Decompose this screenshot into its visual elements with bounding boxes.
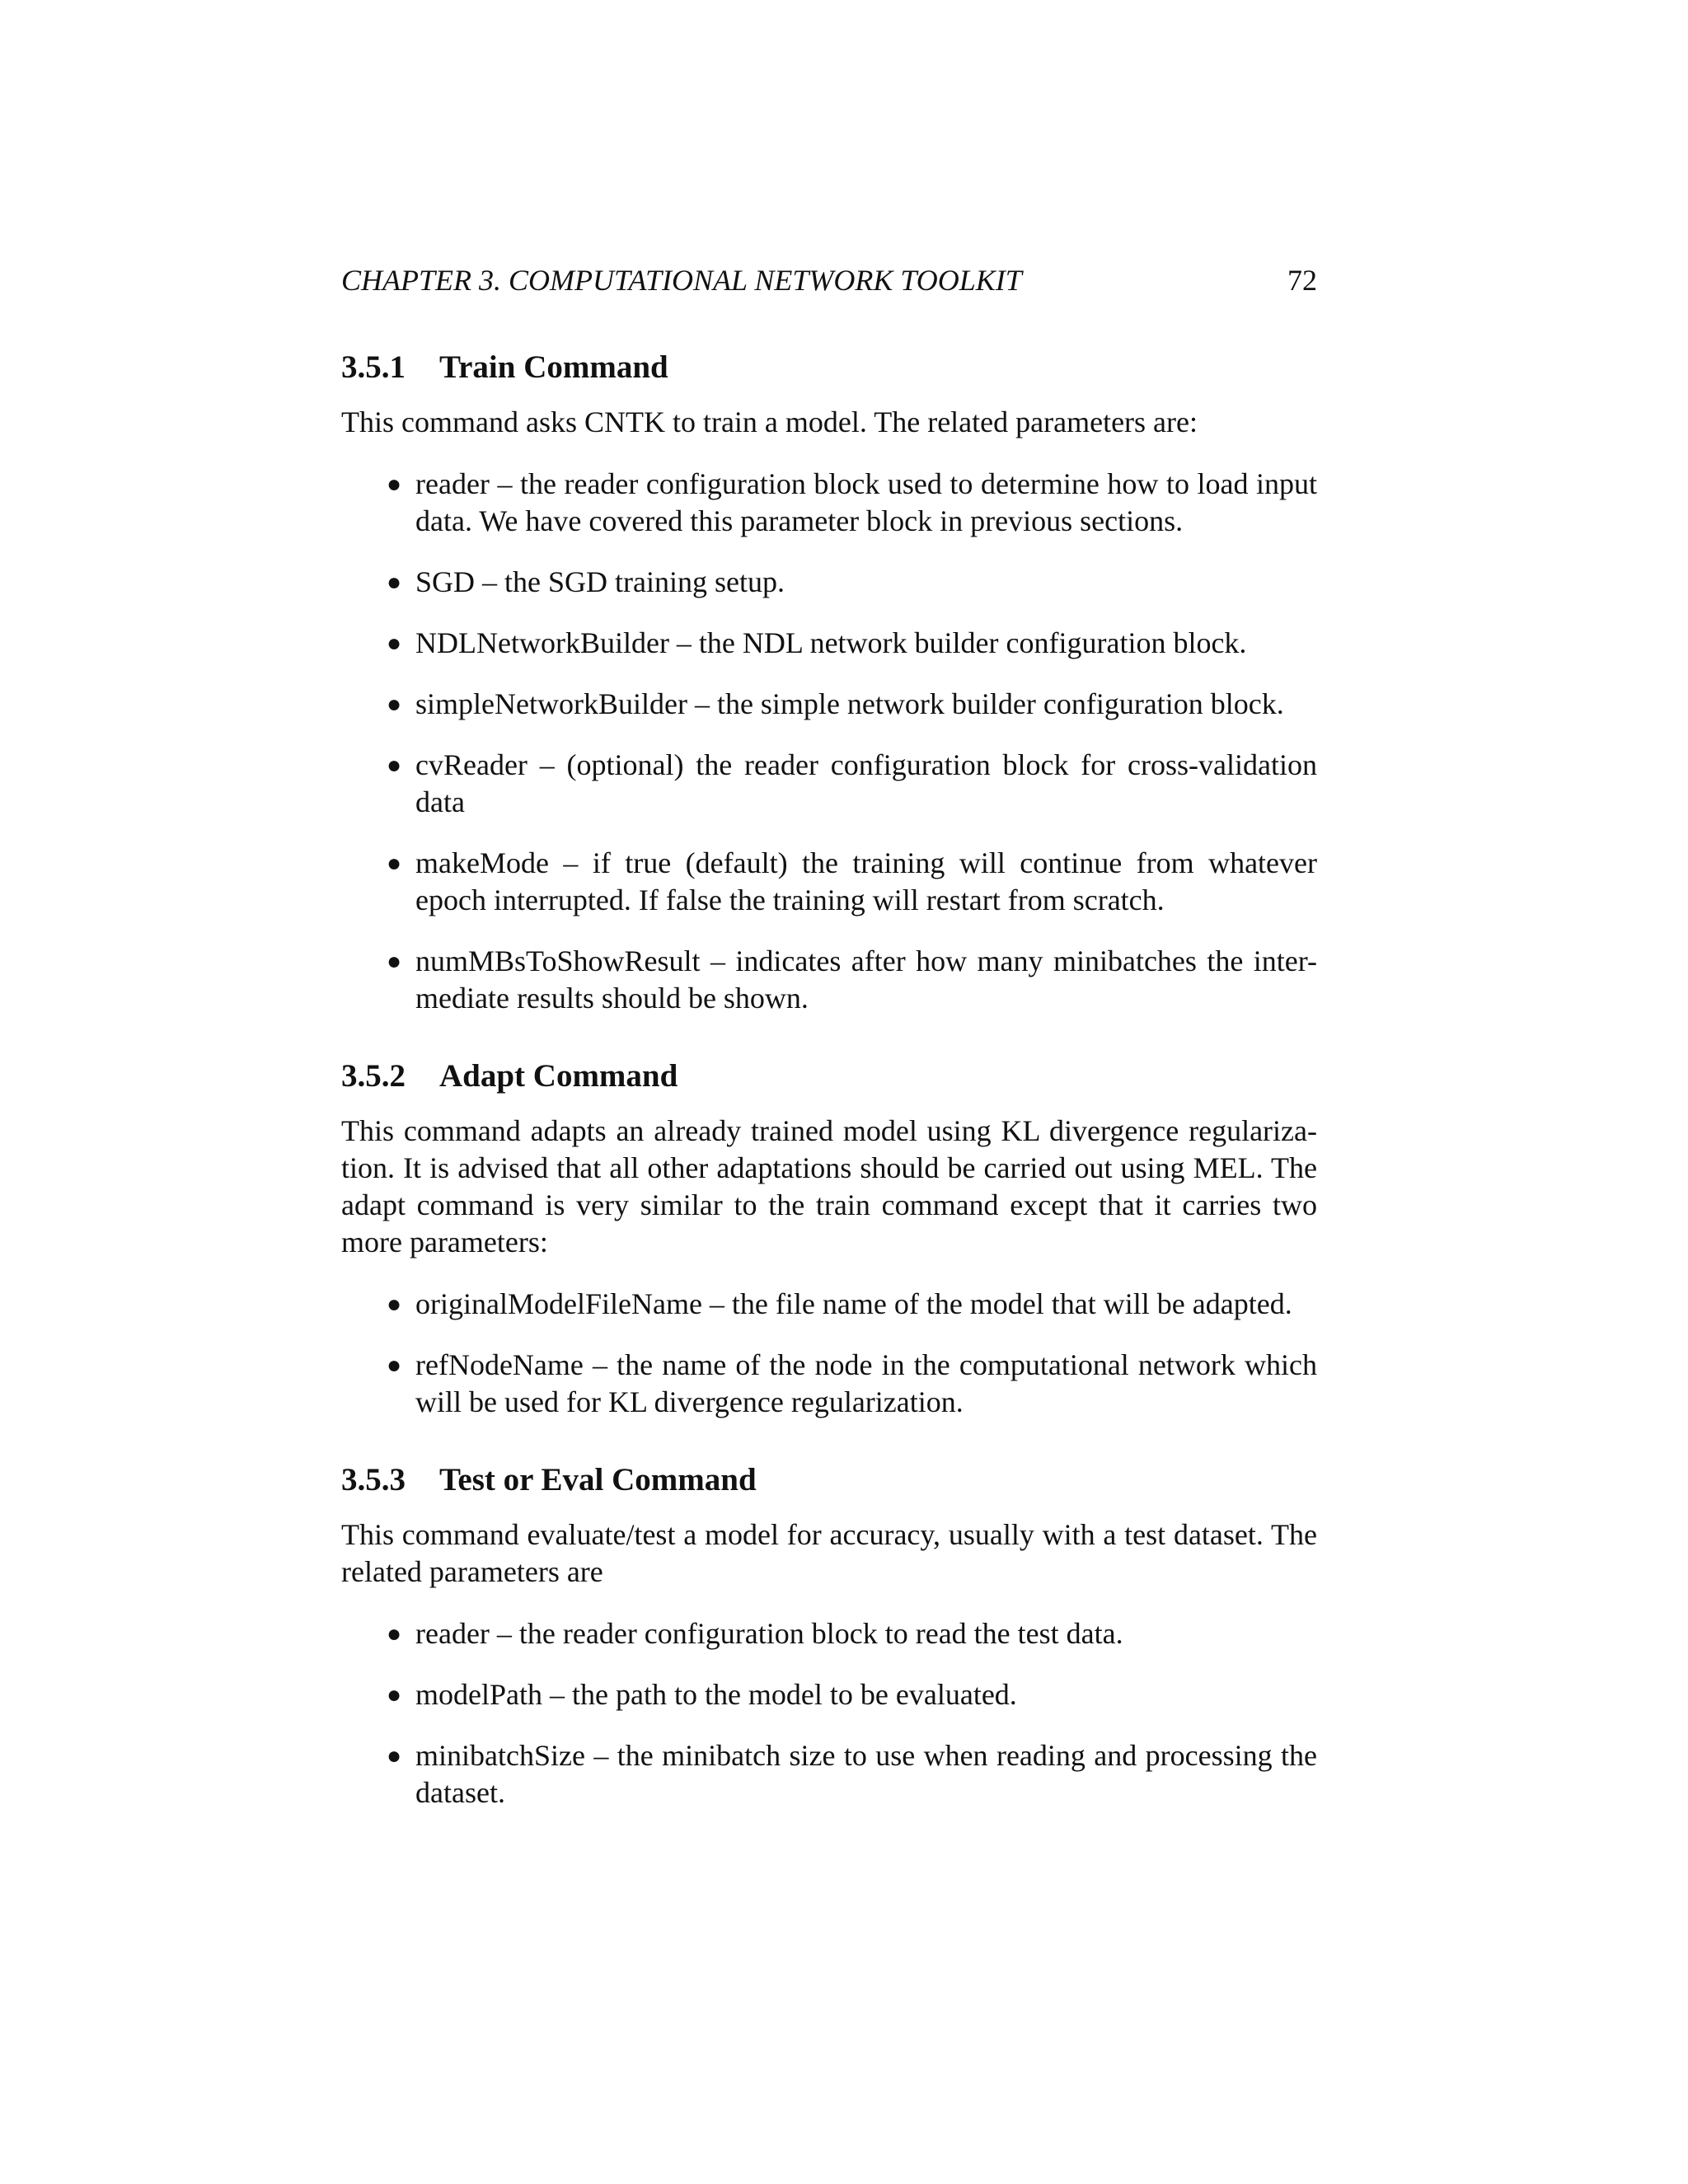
bullet-icon: ● [387, 752, 402, 779]
section-intro-paragraph: This command asks CNTK to train a model. The related parameters are: [341, 405, 1198, 438]
section-heading-adapt-command [341, 1057, 1317, 1096]
section-heading-train-command [341, 348, 1317, 387]
page-content [341, 262, 1317, 1811]
list-item [341, 564, 1317, 601]
list-item-text: minibatchSize – the minibatch size to use when reading and processing the dataset. [415, 1739, 1317, 1809]
bullet-icon: ● [387, 1681, 402, 1708]
section-number: 3.5.3 [341, 1462, 406, 1497]
list-item [341, 1347, 1317, 1421]
list-item [341, 1286, 1317, 1323]
list-item [341, 466, 1317, 540]
list-item [341, 1676, 1317, 1713]
list-item-text: originalModelFileName – the file name of the model that will be adapted. [415, 1287, 1292, 1320]
chapter-title: CHAPTER 3. COMPUTATIONAL NETWORK TOOLKIT [341, 264, 1022, 297]
section-heading-test-eval-command [341, 1460, 1317, 1500]
list-item [341, 625, 1317, 662]
list-item-text: refNodeName – the name of the node in the computational network which will be used for KL divergence regularization. [415, 1348, 1317, 1418]
bullet-icon: ● [387, 1352, 402, 1379]
running-head [341, 262, 1317, 298]
bullet-icon: ● [387, 630, 402, 657]
list-item-text: reader – the reader configuration block to read the test data. [415, 1617, 1123, 1650]
list-item-text: NDLNetworkBuilder – the NDL network builder configuration block. [415, 626, 1247, 659]
bullet-icon: ● [387, 850, 402, 877]
list-item-text: makeMode – if true (default) the training will continue from whatever epoch interrupted. If false the training will restart from scratch. [415, 846, 1317, 916]
list-item-text: SGD – the SGD training setup. [415, 565, 785, 598]
section-intro-paragraph: This command evaluate/test a model for accuracy, usually with a test dataset. The related parameters are [341, 1518, 1317, 1588]
parameter-list [341, 1286, 1317, 1421]
list-item-text: modelPath – the path to the model to be evaluated. [415, 1678, 1017, 1711]
list-item-text: reader – the reader configuration block used to determine how to load input data. We have covered this parameter block in previous sections. [415, 467, 1317, 537]
bullet-icon: ● [387, 1291, 402, 1318]
bullet-icon: ● [387, 471, 402, 498]
list-item [341, 1737, 1317, 1811]
bullet-icon: ● [387, 691, 402, 718]
section-title: Train Command [439, 349, 668, 385]
bullet-icon: ● [387, 948, 402, 975]
list-item [341, 943, 1317, 1017]
list-item [341, 686, 1317, 723]
list-item-text: cvReader – (optional) the reader configuration block for cross-validation data [415, 748, 1317, 818]
list-item-text: simpleNetworkBuilder – the simple network builder configuration block. [415, 687, 1284, 720]
list-item [341, 845, 1317, 919]
section-title: Test or Eval Command [439, 1462, 757, 1497]
section-number: 3.5.2 [341, 1058, 406, 1094]
section-intro-paragraph: This command adapts an already trained model using KL divergence regulariza-tion. It is advised that all other adaptations should be carried out using MEL. The adapt command is very similar to the train command except that it carries two more parameters: [341, 1114, 1317, 1258]
parameter-list [341, 466, 1317, 1017]
parameter-list [341, 1615, 1317, 1811]
section-title: Adapt Command [439, 1058, 678, 1094]
page-number: 72 [1287, 264, 1317, 297]
list-item [341, 747, 1317, 821]
bullet-icon: ● [387, 1620, 402, 1647]
section-number: 3.5.1 [341, 349, 406, 385]
bullet-icon: ● [387, 1742, 402, 1769]
list-item-text: numMBsToShowResult – indicates after how many minibatches the inter-mediate results should be shown. [415, 944, 1317, 1015]
bullet-icon: ● [387, 569, 402, 596]
list-item [341, 1615, 1317, 1652]
